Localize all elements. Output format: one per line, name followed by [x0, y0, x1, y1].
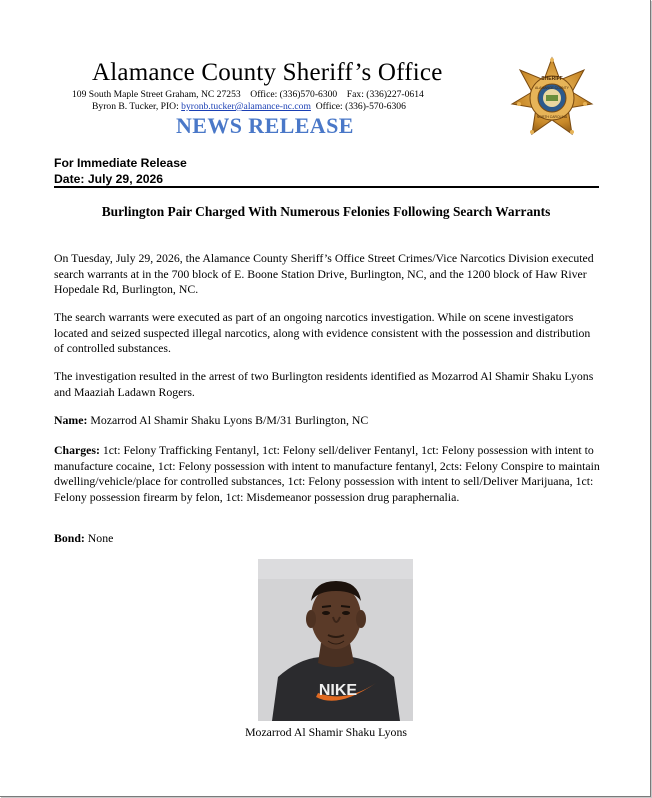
bond-line — [54, 531, 602, 547]
release-meta — [54, 156, 187, 187]
pio-office: Office: (336)-570-6306 — [310, 101, 406, 112]
bond-value: None — [84, 531, 114, 545]
news-release-title: NEWS RELEASE — [176, 113, 354, 138]
header-divider — [54, 186, 599, 188]
charges-block — [54, 443, 602, 505]
org-name: Alamance County Sheriff’s Office — [92, 59, 443, 86]
paragraph-1: On Tuesday, July 29, 2026, the Alamance County Sheriff’s Office Street Crimes/Vice Narcotics Division executed search warrants at in the 700 block of E. Boone Station Drive, Burlington, NC, and the 1200 block of Haw River Hopedale Rd, Burlington, NC. — [54, 251, 594, 296]
address-line: 109 South Maple Street Graham, NC 27253 Office: (336)570-6300 Fax: (336)227-0614 — [72, 89, 424, 100]
name-label: Name: — [54, 413, 88, 427]
sheriff-badge-icon — [510, 56, 594, 140]
bond-label: Bond: — [54, 531, 85, 545]
badge-text-side: ALAMANCE COUNTY — [535, 86, 569, 90]
release-type: For Immediate Release — [54, 156, 187, 170]
pio-email-link[interactable]: byronb.tucker@alamance-nc.com — [181, 101, 311, 112]
shirt-text: NIKE — [318, 682, 358, 699]
paragraph-2: The search warrants were executed as part of an ongoing narcotics investigation. While on scene investigators located and seized suspected illegal narcotics, along with evidence consistent with the possession and distribution of controlled substances. — [54, 310, 591, 355]
paragraph-3: The investigation resulted in the arrest of two Burlington residents identified as Mozarrod Al Shamir Shaku Lyons and Maaziah Ladawn Rogers. — [54, 369, 594, 399]
charges-value: 1ct: Felony Trafficking Fentanyl, 1ct: Felony sell/deliver Fentanyl, 1ct: Felony possession with intent to manufacture cocaine, 1ct: Felony possession with intent to manufacture fentanyl, 2cts: Felony Conspire to maintain dwelling/vehicle/place for controlled substances, 1ct: Felony possession with intent to sell/Deliver Marijuana, 1ct: Felony possession firearm by felon, 1ct: Misdemeanor possession drug paraphernalia. — [54, 443, 600, 504]
badge-text-bottom: NORTH CAROLINA — [536, 115, 568, 119]
pio-prefix: Byron B. Tucker, PIO: — [92, 101, 182, 112]
badge-text-top: SHERIFF — [541, 76, 563, 82]
charges-label: Charges: — [54, 443, 100, 457]
name-line — [54, 413, 602, 429]
mugshot-photo — [258, 559, 413, 721]
pio-line — [92, 101, 406, 112]
release-date: Date: July 29, 2026 — [54, 171, 164, 186]
headline: Burlington Pair Charged With Numerous Felonies Following Search Warrants — [101, 204, 551, 219]
name-value: Mozarrod Al Shamir Shaku Lyons B/M/31 Burlington, NC — [87, 413, 369, 427]
photo-caption: Mozarrod Al Shamir Shaku Lyons — [245, 725, 407, 739]
